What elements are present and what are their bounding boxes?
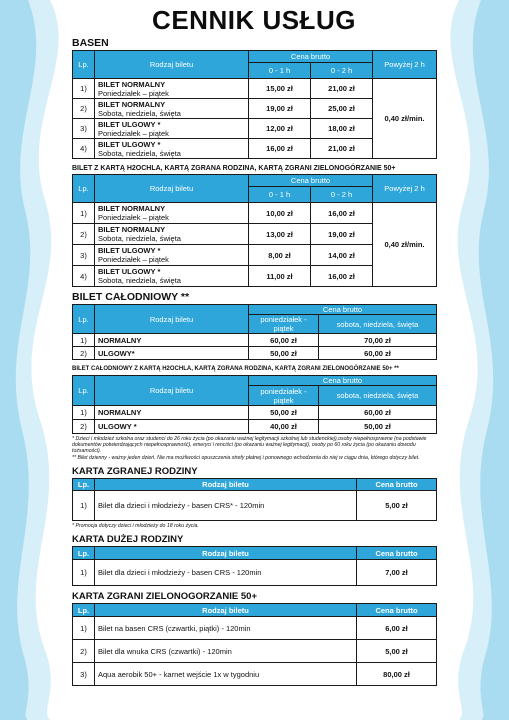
footnote-ulgowy: * Dzieci i młodzież szkolna oraz studenci do 26 roku życia (po okazaniu ważnej legitymacji szkolnej lub studenckiej),osoby niepełnosprawne (na podstawie dokumentów potwierdzających niepełnosprawność), emeryci i renciści (po okazaniu ważnej legitymacji), osoby po 60 roku życia (po okazaniu dowodu tożsamości). (72, 436, 427, 455)
ticket-name: BILET NORMALNY (98, 225, 166, 234)
header-2h: 0 - 2 h (311, 187, 373, 203)
price-2h: 16,00 zł (311, 203, 373, 224)
table-row (73, 640, 437, 663)
header-lp: Lp. (73, 305, 95, 334)
row-lp: 1) (73, 203, 95, 224)
header-rodzaj: Rodzaj biletu (95, 604, 357, 617)
header-1h: 0 - 1 h (249, 63, 311, 79)
price-1h: 15,00 zł (249, 79, 311, 99)
row-name (95, 203, 249, 224)
row-lp: 2) (73, 640, 95, 663)
header-2h: 0 - 2 h (311, 63, 373, 79)
header-rodzaj: Rodzaj biletu (95, 478, 357, 490)
right-wave-decoration (429, 0, 509, 720)
table-row (73, 79, 437, 99)
price-2h: 25,00 zł (311, 99, 373, 119)
page-title: CENNIK USŁUG (152, 5, 356, 35)
price-2h: 21,00 zł (311, 79, 373, 99)
header-cena: Cena brutto (249, 376, 437, 386)
header-above: Powyżej 2 h (373, 175, 437, 203)
table-karta (72, 174, 437, 287)
table-zgrani50 (72, 603, 437, 686)
price-weekend: 60,00 zł (319, 347, 437, 360)
section-title-duza: KARTA DUŻEJ RODZINY (72, 534, 184, 546)
price-list (72, 4, 436, 686)
row-name (95, 224, 249, 245)
row-lp: 2) (73, 99, 95, 119)
section-title-basen: BASEN (72, 37, 109, 49)
price: 80,00 zł (357, 663, 437, 686)
row-lp: 1) (73, 334, 95, 347)
row-lp: 1) (73, 79, 95, 99)
table-row (73, 406, 437, 420)
ticket-days: Poniedziałek – piątek (98, 213, 169, 222)
row-name (95, 79, 249, 99)
price: 5,00 zł (357, 490, 437, 520)
table-row (73, 334, 437, 347)
price-1h: 19,00 zł (249, 99, 311, 119)
section-title-karta: BILET Z KARTĄ H2OCHLA, KARTĄ ZGRANA RODZINA, KARTĄ ZGRANI ZIELONOGÓRZANIE 50+ (72, 165, 396, 172)
row-lp: 2) (73, 224, 95, 245)
row-lp: 1) (73, 617, 95, 640)
table-calodniowy (72, 304, 437, 360)
table-duza (72, 546, 437, 586)
price-weekend: 70,00 zł (319, 334, 437, 347)
ticket-days: Poniedziałek – piątek (98, 255, 169, 264)
price-2h: 19,00 zł (311, 224, 373, 245)
price-1h: 10,00 zł (249, 203, 311, 224)
ticket-days: Poniedziałek – piątek (98, 88, 169, 98)
price-2h: 18,00 zł (311, 119, 373, 139)
price-weekend: 60,00 zł (319, 406, 437, 420)
header-lp: Lp. (73, 51, 95, 79)
ticket-days: Sobota, niedziela, święta (98, 234, 181, 243)
ticket-name: BILET ULGOWY * (98, 267, 161, 276)
price-weekend: 50,00 zł (319, 420, 437, 434)
header-rodzaj: Rodzaj biletu (95, 175, 249, 203)
price-1h: 11,00 zł (249, 266, 311, 287)
header-above: Powyżej 2 h (373, 51, 437, 79)
price-1h: 16,00 zł (249, 139, 311, 159)
price-2h: 16,00 zł (311, 266, 373, 287)
price-1h: 12,00 zł (249, 119, 311, 139)
header-lp: Lp. (73, 478, 95, 490)
row-lp: 2) (73, 420, 95, 434)
header-cena: Cena brutto (357, 604, 437, 617)
ticket-name: BILET ULGOWY * (98, 139, 161, 149)
row-name (95, 139, 249, 159)
ticket-name: Bilet dla wnuka CRS (czwartki) - 120min (95, 640, 357, 663)
header-lp: Lp. (73, 175, 95, 203)
ticket-name: Bilet dla dzieci i młodzieży - basen CRS - 120min (95, 560, 357, 586)
price: 6,00 zł (357, 617, 437, 640)
table-row (73, 203, 437, 224)
header-cena: Cena brutto (357, 478, 437, 490)
ticket-name: BILET ULGOWY * (98, 119, 161, 129)
table-row (73, 490, 437, 520)
footnote-zgrana: * Promocja dotyczy dzieci i młodzieży do 18 roku życia. (72, 522, 199, 529)
section-title-calodniowy-karta: BILET CAŁODNIOWY Z KARTĄ H2OCHLA, KARTĄ ZGRANA RODZINA, KARTĄ ZGRANI ZIELONOGÓRZANIE 50+ ** (72, 366, 399, 372)
header-weekend: sobota, niedziela, święta (319, 315, 437, 334)
table-row (73, 617, 437, 640)
row-name (95, 245, 249, 266)
price-2h: 14,00 zł (311, 245, 373, 266)
footnote-calodniowy: ** Bilet dzienny - ważny jeden dzień. Nie ma możliwości opuszczenia strefy płatnej i ponownego wchodzenia do niej w ciągu dnia, którego dotyczy bilet. (72, 454, 420, 461)
header-lp: Lp. (73, 376, 95, 406)
row-lp: 3) (73, 119, 95, 139)
header-weekday: poniedziałek - piątek (249, 386, 319, 406)
price-above: 0,40 zł/min. (373, 203, 437, 287)
row-lp: 1) (73, 560, 95, 586)
price-above: 0,40 zł/min. (373, 79, 437, 159)
table-row (73, 420, 437, 434)
ticket-name: ULGOWY* (95, 347, 249, 360)
price-1h: 8,00 zł (249, 245, 311, 266)
ticket-name: NORMALNY (95, 334, 249, 347)
price: 5,00 zł (357, 640, 437, 663)
row-lp: 3) (73, 663, 95, 686)
price-weekday: 40,00 zł (249, 420, 319, 434)
table-row (73, 560, 437, 586)
row-lp: 4) (73, 139, 95, 159)
header-rodzaj: Rodzaj biletu (95, 547, 357, 560)
price-weekday: 50,00 zł (249, 347, 319, 360)
table-calodniowy-karta (72, 375, 437, 434)
row-lp: 2) (73, 347, 95, 360)
price-1h: 13,00 zł (249, 224, 311, 245)
ticket-name: ULGOWY * (95, 420, 249, 434)
section-title-zgrani50: KARTA ZGRANI ZIELONOGORZANIE 50+ (72, 591, 257, 603)
price: 7,00 zł (357, 560, 437, 586)
header-rodzaj: Rodzaj biletu (95, 51, 249, 79)
header-cena: Cena brutto (249, 305, 437, 315)
header-rodzaj: Rodzaj biletu (95, 376, 249, 406)
header-cena: Cena brutto (357, 547, 437, 560)
header-lp: Lp. (73, 547, 95, 560)
table-basen (72, 50, 437, 159)
ticket-name: BILET NORMALNY (98, 79, 166, 89)
section-title-calodniowy: BILET CAŁODNIOWY ** (72, 291, 190, 303)
table-row (73, 663, 437, 686)
ticket-days: Sobota, niedziela, święta (98, 108, 181, 118)
ticket-name: NORMALNY (95, 406, 249, 420)
ticket-days: Sobota, niedziela, święta (98, 148, 181, 158)
row-lp: 3) (73, 245, 95, 266)
ticket-name: BILET ULGOWY * (98, 246, 161, 255)
ticket-name: BILET NORMALNY (98, 99, 166, 109)
price-weekday: 60,00 zł (249, 334, 319, 347)
header-weekend: sobota, niedziela, święta (319, 386, 437, 406)
price-2h: 21,00 zł (311, 139, 373, 159)
ticket-name: BILET NORMALNY (98, 204, 166, 213)
ticket-days: Sobota, niedziela, święta (98, 276, 181, 285)
row-lp: 4) (73, 266, 95, 287)
row-name (95, 266, 249, 287)
price-weekday: 50,00 zł (249, 406, 319, 420)
row-name (95, 119, 249, 139)
header-rodzaj: Rodzaj biletu (95, 305, 249, 334)
ticket-name: Aqua aerobik 50+ - karnet wejście 1x w tygodniu (95, 663, 357, 686)
header-1h: 0 - 1 h (249, 187, 311, 203)
left-wave-decoration (0, 0, 80, 720)
table-row (73, 347, 437, 360)
ticket-days: Poniedziałek – piątek (98, 128, 169, 138)
header-lp: Lp. (73, 604, 95, 617)
row-lp: 1) (73, 406, 95, 420)
table-zgrana (72, 478, 437, 521)
header-cena: Cena brutto (249, 51, 373, 63)
row-name (95, 99, 249, 119)
row-lp: 1) (73, 490, 95, 520)
ticket-name: Bilet dla dzieci i młodzieży - basen CRS* - 120min (95, 490, 357, 520)
section-title-zgrana: KARTA ZGRANEJ RODZINY (72, 465, 198, 477)
header-weekday: poniedziałek - piątek (249, 315, 319, 334)
ticket-name: Bilet na basen CRS (czwartki, piątki) - 120min (95, 617, 357, 640)
header-cena: Cena brutto (249, 175, 373, 187)
